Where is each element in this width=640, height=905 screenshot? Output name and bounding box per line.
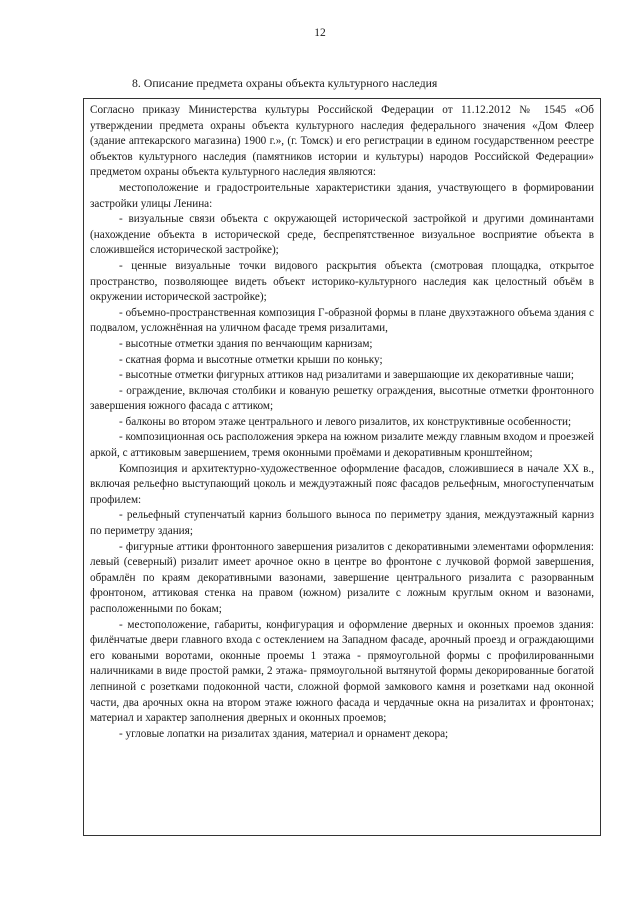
list-item: - рельефный ступенчатый карниз большого выноса по периметру здания, междуэтажный карниз по периметру здания; [90, 509, 594, 538]
facade-heading: Композиция и архитектурно-художественное оформление фасадов, сложившиеся в начале XX в., включая рельефно выступающий цоколь и междуэтажный пояс фасадов рельефным, многоступенчатым профилем: [90, 462, 594, 506]
list-item: - ограждение, включая столбики и кованую решетку ограждения, высотные отметки фронтонного завершения южного фасада с аттиком; [90, 384, 594, 413]
list-item: - скатная форма и высотные отметки крыши по коньку; [119, 353, 383, 366]
list-item: - объемно-пространственная композиция Г-образной формы в плане двухэтажного объема здания с подвалом, усложнённая на уличном фасаде тремя ризалитами, [90, 306, 594, 335]
list-item: - визуальные связи объекта с окружающей исторической застройкой и другими доминантами (нахождение объекта в исторической среде, беспрепятственное визуальное восприятие объекта в сложившейся исторической застройке); [90, 213, 594, 257]
section-title: 8. Описание предмета охраны объекта культурного наследия [132, 76, 438, 90]
list-item: - высотные отметки здания по венчающим карнизам; [119, 337, 373, 350]
list-item: - балконы во втором этаже центрального и левого ризалитов, их конструктивные особенности; [119, 415, 572, 428]
list-item: - высотные отметки фигурных аттиков над ризалитами и завершающие их декоративные чаши; [119, 369, 574, 382]
protection-subject-text [90, 103, 594, 742]
page-number: 12 [314, 27, 326, 39]
list-item: - ценные визуальные точки видового раскрытия объекта (смотровая площадка, открытое пространство, позволяющее видеть объект историко-культурного наследия как целостный объём в окружении исторической застройке); [90, 259, 594, 304]
list-item: - угловые лопатки на ризалитах здания, материал и орнамент декора; [119, 727, 449, 740]
intro-paragraph: Согласно приказу Министерства культуры Российской Федерации от 11.12.2012 № 1545 «Об утверждении предмета охраны объекта культурного наследия федерального значения «Дом Флеер (здание аптекарского магазина) 1900 г.», (г. Томск) и его регистрации в едином государственном реестре объектов культурного наследия (памятников истории и культуры) народов Российской Федерации» предметом охраны объекта культурного наследия являются: [90, 104, 594, 179]
location-heading: местоположение и градостроительные характеристики здания, участвующего в формировании застройки улицы Ленина: [90, 181, 594, 210]
list-item: - местоположение, габариты, конфигурация и оформление дверных и оконных проемов здания: филёнчатые двери главного входа с остеклением на Западном фасаде, арочный проезд и ограждающими его коваными воротами, оконные проемы 1 этажа - прямоугольной формы с профилированными наличниками в виде простой рамки, 2 этажа- прямоугольной вытянутой формы декорированные богатой лепниной с розетками подоконной части, сложной формой замкового камня и розетками над оконной части, два арочных окна на втором этаже южного фасада и чердачные окна на ризалитах и фронтонах; материал и характер заполнения дверных и оконных проемов; [90, 618, 594, 725]
list-item: - композиционная ось расположения эркера на южном ризалите между главным входом и проезжей аркой, с аттиковым завершением, тремя оконными проёмами и декоративным кронштейном; [90, 431, 595, 460]
list-item: - фигурные аттики фронтонного завершения ризалитов с декоративными элементами оформления: левый (северный) ризалит имеет арочное окно в центре во фронтоне с лучковой формой завершения, обрамлён по краям декоративными вазонами, завершение центрального ризалита с разорванным фронтоном, аттиковая стенка на правом (южном) ризалите с ложным круглым окном и вазонами, расположенными по бокам; [90, 540, 594, 615]
